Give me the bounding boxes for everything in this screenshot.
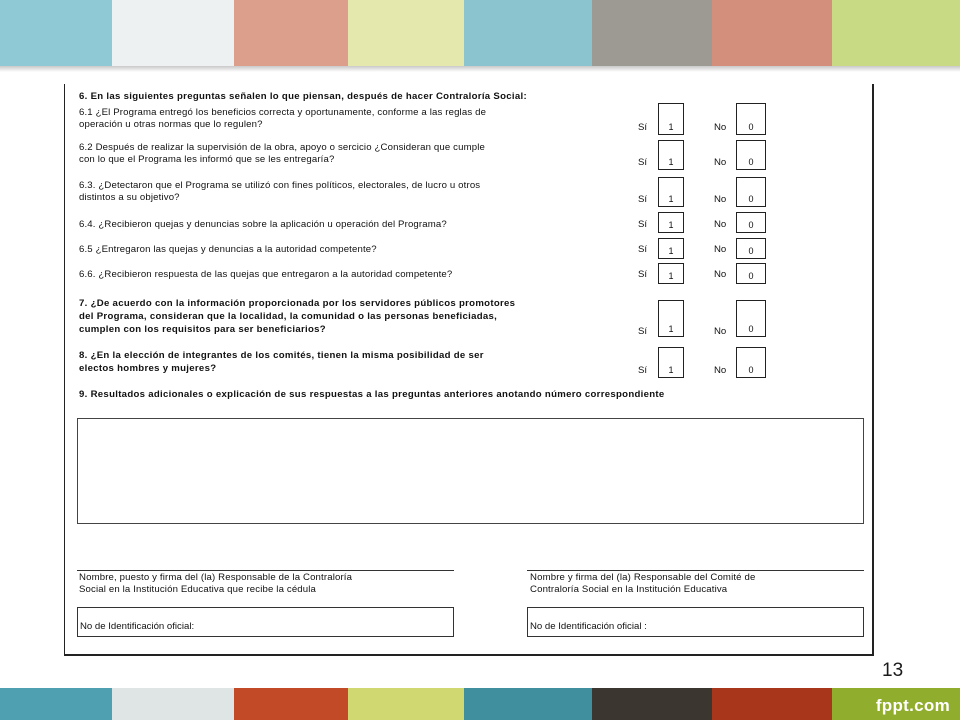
top-color-stripes [0,0,960,66]
yes-value: 1 [668,324,674,334]
question-8-line-1: 8. ¿En la elección de integrantes de los comités, tienen la misma posibilidad de ser [79,350,484,361]
answer-6-2-no-box [736,140,766,170]
question-7-line-3: cumplen con los requisitos para ser beneficiarios? [79,324,326,335]
fppt-logo: fppt.com [875,696,950,715]
no-label: No [714,244,727,255]
no-value: 0 [748,365,754,375]
question-6-1-line-1: 6.1 ¿El Programa entregó los beneficios correcta y oportunamente, conforme a las reglas de [79,107,487,118]
answer-8-no-box [736,347,766,378]
stripe [234,0,348,66]
page-number: 13 [882,660,904,681]
right-signature-caption-2: Contraloría Social en la Institución Educativa [530,584,728,595]
yes-label: Sí [638,194,648,205]
yes-value: 1 [668,220,674,230]
stripe [832,0,960,66]
answer-6-1-no-box [736,103,766,135]
no-value: 0 [748,324,754,334]
answer-6-3-yes-box [658,177,684,207]
stripe [112,0,234,66]
yes-value: 1 [668,271,674,281]
stripe [712,0,832,66]
stripe [712,688,832,720]
no-value: 0 [748,246,754,256]
left-signature-caption-1: Nombre, puesto y firma del (la) Responsable de la Contraloría [79,572,353,583]
top-shadow [0,66,960,72]
answer-6-2-yes-box [658,140,684,170]
right-signature-caption-1: Nombre y firma del (la) Responsable del Comité de [530,572,756,583]
bottom-color-stripes [0,688,960,720]
no-value: 0 [748,194,754,204]
answer-7-yes-box [658,300,684,337]
no-label: No [714,269,727,280]
stripe [592,0,712,66]
yes-label: Sí [638,157,648,168]
no-value: 0 [748,122,754,132]
answer-6-3-no-box [736,177,766,207]
answer-6-1-yes-box [658,103,684,135]
question-6-3-line-2: distintos a su objetivo? [79,192,180,203]
answer-6-6-no-box [736,263,766,284]
yes-label: Sí [638,269,648,280]
question-6-2-line-2: con lo que el Programa les informó que se les entregaría? [79,154,335,165]
no-value: 0 [748,157,754,167]
stripe [348,688,464,720]
stripe [464,688,592,720]
answer-8-yes-box [658,347,684,378]
question-6-6: 6.6. ¿Recibieron respuesta de las quejas que entregaron a la autoridad competente? [79,269,453,280]
no-label: No [714,122,727,133]
answer-6-5-yes-box [658,238,684,259]
yes-value: 1 [668,365,674,375]
no-value: 0 [748,271,754,281]
question-7-line-2: del Programa, consideran que la localidad, la comunidad o las personas beneficiadas, [79,311,498,322]
answer-6-4-yes-box [658,212,684,233]
question-7-line-1: 7. ¿De acuerdo con la información proporcionada por los servidores públicos promotores [79,298,516,309]
yes-label: Sí [638,326,648,337]
yes-value: 1 [668,122,674,132]
question-6-3-line-1: 6.3. ¿Detectaron que el Programa se utilizó con fines políticos, electorales, de lucro u otros [79,180,481,191]
answer-6-4-no-box [736,212,766,233]
answer-6-5-no-box [736,238,766,259]
right-id-box [527,607,864,637]
question-9-heading: 9. Resultados adicionales o explicación de sus respuestas a las preguntas anteriores anotando número correspondiente [79,389,665,400]
left-id-label: No de Identificación oficial: [80,621,195,632]
cedula-document [64,84,874,656]
no-label: No [714,194,727,205]
left-id-box [77,607,454,637]
stripe [0,0,112,66]
yes-value: 1 [668,157,674,167]
right-signature-line [527,570,864,571]
stripe [0,688,112,720]
results-comment-box [77,418,864,524]
no-label: No [714,365,727,376]
left-signature-line [77,570,454,571]
left-signature-caption-2: Social en la Institución Educativa que recibe la cédula [79,584,317,595]
yes-value: 1 [668,246,674,256]
no-value: 0 [748,220,754,230]
answer-6-6-yes-box [658,263,684,284]
question-6-1-line-2: operación u otras normas que lo regulen? [79,119,263,130]
question-6-2-line-1: 6.2 Después de realizar la supervisión de la obra, apoyo o sercicio ¿Consideran que cumple [79,142,485,153]
yes-label: Sí [638,244,648,255]
no-label: No [714,157,727,168]
no-label: No [714,219,727,230]
yes-label: Sí [638,122,648,133]
question-6-4: 6.4. ¿Recibieron quejas y denuncias sobre la aplicación u operación del Programa? [79,219,447,230]
stripe [464,0,592,66]
yes-label: Sí [638,219,648,230]
stripe [112,688,234,720]
section-6-heading: 6. En las siguientes preguntas señalen lo que piensan, después de hacer Contraloría Social: [79,91,527,102]
right-id-label: No de Identificación oficial : [530,621,647,632]
stripe [592,688,712,720]
stripe [348,0,464,66]
yes-label: Sí [638,365,648,376]
question-8-line-2: electos hombres y mujeres? [79,363,217,374]
yes-value: 1 [668,194,674,204]
answer-7-no-box [736,300,766,337]
question-6-5: 6.5 ¿Entregaron las quejas y denuncias a la autoridad competente? [79,244,377,255]
no-label: No [714,326,727,337]
stripe [234,688,348,720]
